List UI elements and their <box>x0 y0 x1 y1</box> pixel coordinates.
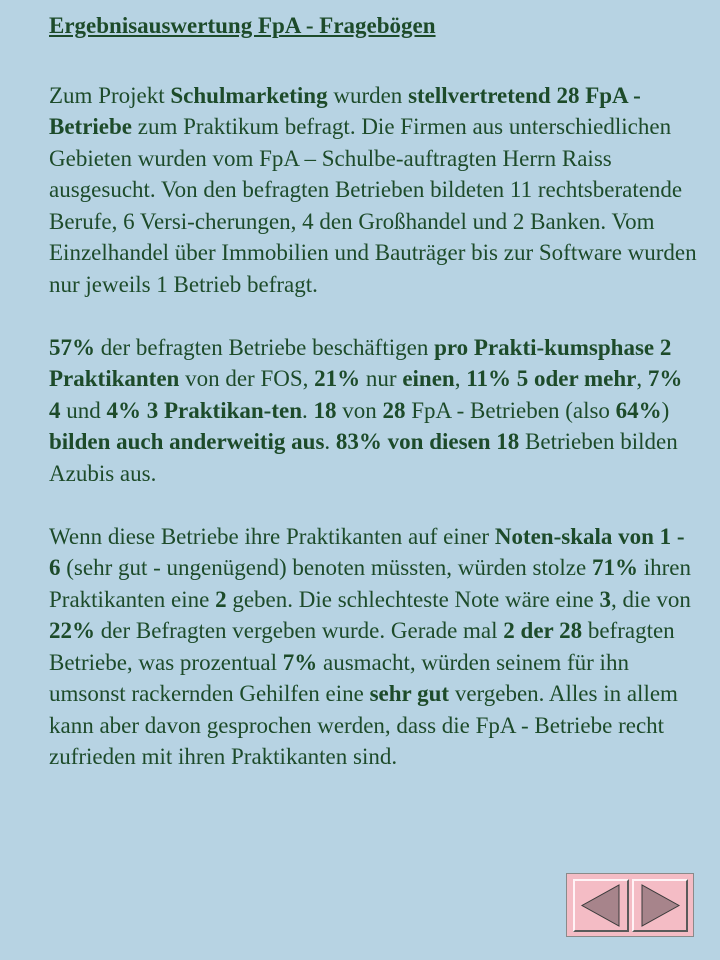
bold-text-run: Noten-skala von 1 - 6 <box>49 523 685 580</box>
text-run: . <box>302 397 314 423</box>
bold-text-run: 18 <box>313 397 337 423</box>
bold-text-run: 7% <box>282 649 318 675</box>
previous-slide-button[interactable] <box>573 879 629 932</box>
text-run: und <box>60 397 107 423</box>
bold-text-run: 57% <box>49 334 95 360</box>
bold-text-run: 64% <box>615 397 662 423</box>
text-run: , <box>636 366 648 391</box>
text-run: wurden <box>327 82 409 108</box>
text-run: befragten Betriebe, was prozentual <box>49 618 675 675</box>
bold-text-run: 22% <box>49 618 95 643</box>
text-run: , die von <box>611 586 691 612</box>
bold-text-run: 28 <box>382 397 406 423</box>
bold-text-run: stellvertretend 28 FpA - Betriebe <box>49 82 641 139</box>
text-run: Betrieben bilden Azubis aus. <box>49 429 678 486</box>
paragraph-praktikanten <box>49 332 699 490</box>
next-slide-button[interactable] <box>632 879 688 932</box>
arrow-left-icon <box>575 881 627 930</box>
spacer <box>49 300 699 332</box>
slide-content <box>49 4 699 773</box>
bold-text-run: 3 <box>599 586 612 612</box>
bold-text-run: Schulmarketing <box>170 82 328 108</box>
text-run: . <box>324 429 336 454</box>
bold-text-run: 21% <box>314 366 361 391</box>
bold-text-run: sehr gut <box>369 681 450 706</box>
spacer <box>49 48 699 80</box>
text-run: FpA - Betrieben (also <box>405 397 616 423</box>
text-run: von <box>336 397 383 423</box>
bold-text-run: einen <box>402 366 455 391</box>
bold-text-run: 2 <box>215 586 227 612</box>
text-run: zum Praktikum befragt. Die Firmen aus unterschiedlichen Gebieten wurden vom FpA – Schulbe-auftragten Herrn Raiss ausgesucht. Von den befragten Betrieben bildeten 11 rechtsberatende Berufe, 6 Versi-cherungen, 4 den Großhandel und 2 Banken. Vom Einzelhandel über Immobilien und Bauträger bis zur Software wurden nur jeweils 1 Betrieb befragt. <box>49 114 697 297</box>
paragraph-intro <box>49 80 699 301</box>
text-run: von der FOS, <box>179 366 315 391</box>
arrow-right-icon <box>634 881 686 930</box>
text-run: ausmacht, würden seinem für ihn umsonst rackernden Gehilfen eine <box>49 649 629 706</box>
text-run: , <box>454 366 467 391</box>
text-run: Zum Projekt <box>49 82 171 108</box>
bold-text-run: 11% 5 oder mehr <box>466 366 637 391</box>
spacer <box>49 489 699 521</box>
bold-text-run: 7% 4 <box>49 366 683 423</box>
text-run: ) <box>661 397 670 423</box>
bold-text-run: 83% von diesen 18 <box>335 429 520 454</box>
text-run: nur <box>360 366 403 391</box>
bold-text-run: 2 der 28 <box>503 618 583 643</box>
text-run: der befragten Betriebe beschäftigen <box>95 334 435 360</box>
slide-title: Ergebnisauswertung FpA - Fragebögen <box>49 13 436 38</box>
bold-text-run: 71% <box>591 555 638 580</box>
bold-text-run: 4% 3 Praktikan-ten <box>106 397 302 423</box>
text-run: vergeben. Alles in allem kann aber davon gesprochen werden, dass die FpA - Betriebe recht zufrieden mit ihren Praktikanten sind. <box>49 681 678 769</box>
paragraph-benotung <box>49 521 699 773</box>
navigation-panel <box>566 873 694 937</box>
bold-text-run: pro Prakti-kumsphase 2 Praktikanten <box>49 334 672 391</box>
text-run: ihren Praktikanten eine <box>49 555 691 612</box>
text-run: der Befragten vergeben wurde. Gerade mal <box>95 618 504 643</box>
text-run: (sehr gut - ungenügend) benoten müssten, würden stolze <box>60 555 592 580</box>
text-run: geben. Die schlechteste Note wäre eine <box>226 586 600 612</box>
text-run: Wenn diese Betriebe ihre Praktikanten auf einer <box>49 523 495 549</box>
bold-text-run: bilden auch anderweitig aus <box>49 429 325 454</box>
